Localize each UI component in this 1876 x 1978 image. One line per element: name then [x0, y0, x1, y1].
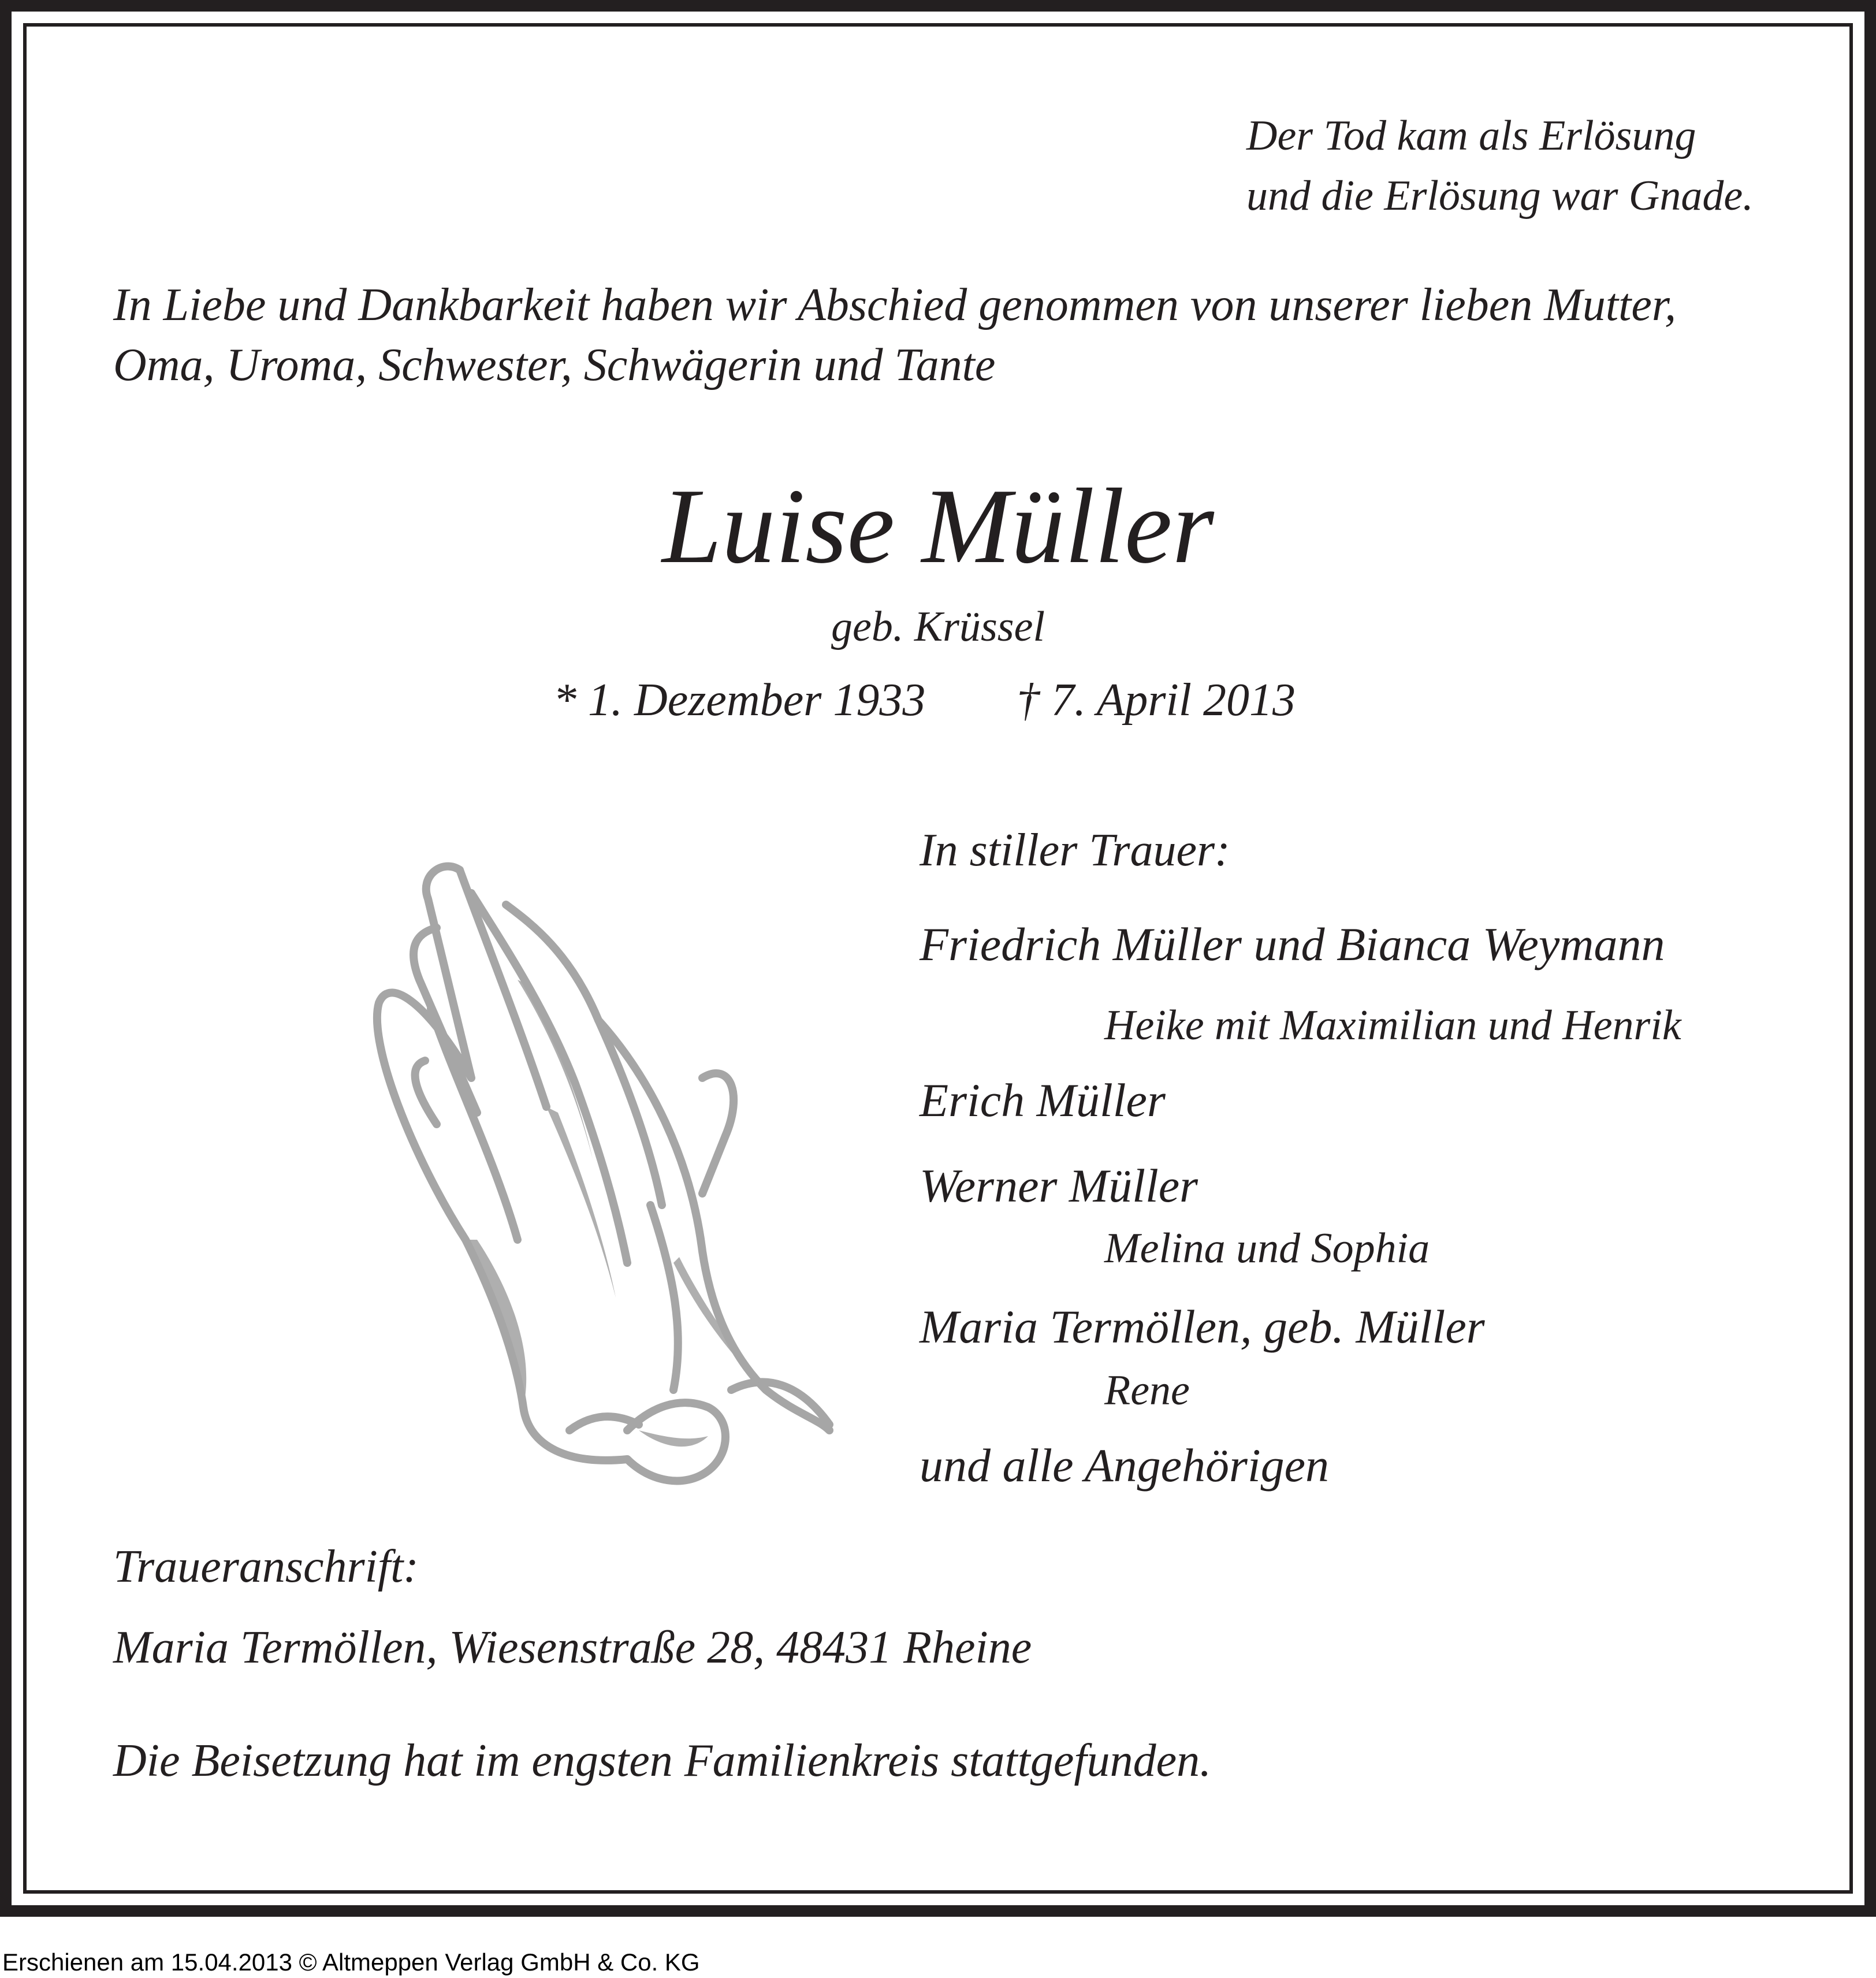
address-line: Maria Termöllen, Wiesenstraße 28, 48431 Rheine: [113, 1622, 1032, 1673]
maiden-name: geb. Krüssel: [831, 603, 1045, 650]
publication-footer: Erschienen am 15.04.2013 © Altmeppen Verlag GmbH & Co. KG: [2, 1949, 700, 1976]
mourner-name: Werner Müller: [920, 1159, 1198, 1212]
mourner-sub: Melina und Sophia: [1104, 1225, 1430, 1272]
address-heading: Traueranschrift:: [113, 1541, 419, 1592]
mourner-sub: Heike mit Maximilian und Henrik: [1104, 1002, 1681, 1049]
mourner-name: und alle Angehörigen: [920, 1439, 1330, 1492]
burial-note: Die Beisetzung hat im engsten Familienkreis stattgefunden.: [113, 1735, 1212, 1786]
mourner-name: Erich Müller: [920, 1074, 1166, 1126]
mourner-sub: Rene: [1104, 1367, 1190, 1414]
praying-hands-icon: [327, 835, 835, 1500]
motto-line-2: und die Erlösung war Gnade.: [1246, 172, 1754, 220]
deceased-name: Luise Müller: [662, 467, 1214, 586]
mourner-name: Friedrich Müller und Bianca Weymann: [920, 918, 1665, 971]
death-date: † 7. April 2013: [1017, 675, 1296, 726]
obituary-notice: [27, 27, 1849, 1890]
motto-line-1: Der Tod kam als Erlösung: [1246, 112, 1696, 159]
intro-line-1: In Liebe und Dankbarkeit haben wir Abschied genommen von unserer lieben Mutter,: [113, 280, 1677, 330]
mourner-name: Maria Termöllen, geb. Müller: [920, 1300, 1485, 1353]
mourners-heading: In stiller Trauer:: [920, 825, 1230, 876]
intro-line-2: Oma, Uroma, Schwester, Schwägerin und Tante: [113, 340, 996, 391]
birth-date: * 1. Dezember 1933: [553, 675, 926, 726]
